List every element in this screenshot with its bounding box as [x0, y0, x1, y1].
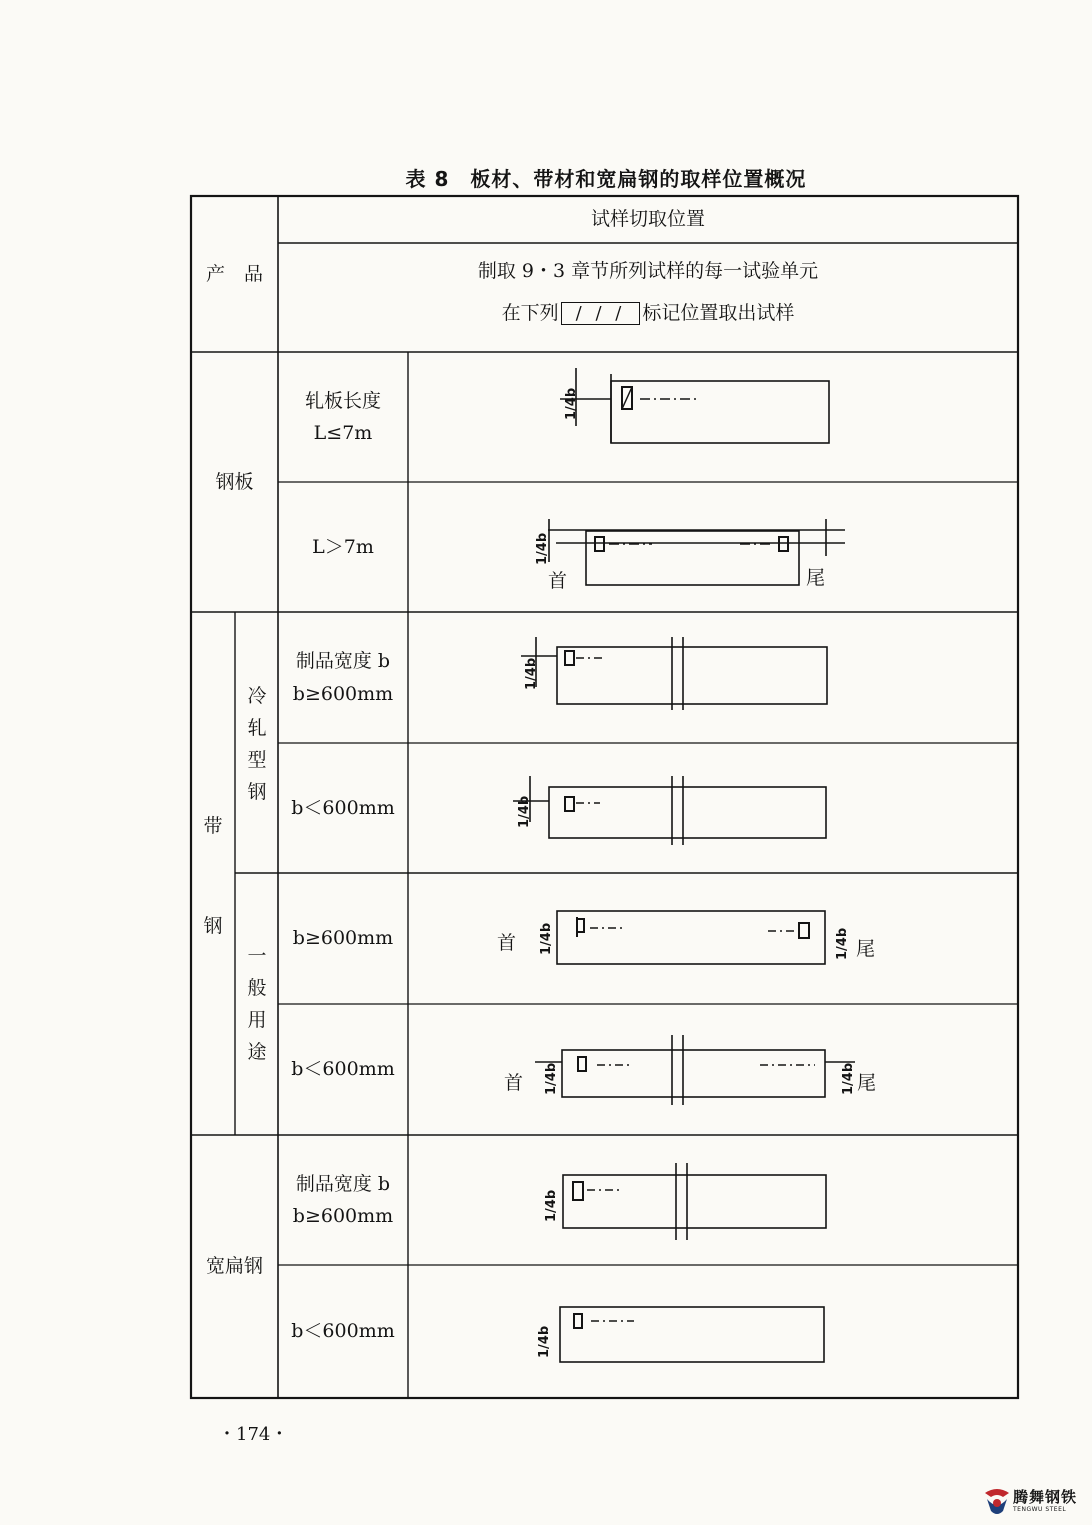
quarter-label-r6-tail: 1/4b — [841, 1062, 856, 1095]
header-desc-pre: 在下列 — [501, 302, 559, 324]
cond-r6: b＜600mm — [291, 1058, 395, 1081]
quarter-label-r8: 1/4b — [537, 1325, 552, 1358]
head-label-r2: 首 — [548, 570, 568, 592]
cond-r7b: b≥600mm — [292, 1205, 394, 1227]
tail-label-r2: 尾 — [806, 567, 826, 589]
cond-r7a: 制品宽度 b — [295, 1172, 391, 1195]
group-steel-plate: 钢板 — [215, 470, 254, 493]
logo-emblem-icon — [983, 1485, 1011, 1519]
cond-r1a: 轧板长度 — [304, 389, 381, 412]
cond-r8: b＜600mm — [291, 1320, 395, 1343]
diagram-r1 — [560, 368, 829, 443]
cond-r1b: L≤7m — [313, 422, 373, 444]
group-wide-flat: 宽扁钢 — [205, 1255, 263, 1278]
table-title: 表 8 板材、带材和宽扁钢的取样位置概况 — [405, 167, 807, 191]
group-strip-char2: 钢 — [203, 915, 223, 937]
group-strip-char1: 带 — [203, 815, 223, 837]
quarter-label-r6-head: 1/4b — [544, 1062, 559, 1095]
header-position: 试样切取位置 — [590, 208, 705, 231]
quarter-label-r1: 1/4b — [564, 387, 579, 420]
page-number: ・174・ — [218, 1424, 289, 1445]
diagram-r3 — [521, 637, 827, 710]
diagram-r7 — [563, 1163, 826, 1240]
tail-label-r6: 尾 — [857, 1072, 877, 1094]
cond-r4: b＜600mm — [291, 796, 395, 819]
quarter-label-r5-tail: 1/4b — [835, 927, 850, 960]
cond-r2: L＞7m — [312, 535, 374, 558]
quarter-label-r2: 1/4b — [535, 532, 550, 565]
head-label-r6: 首 — [504, 1072, 524, 1094]
header-product: 产 品 — [205, 262, 263, 285]
diagram-r6 — [535, 1035, 855, 1105]
diagram-r5 — [557, 911, 825, 964]
logo-english: TENGWU STEEL — [1013, 1506, 1067, 1513]
cond-r3a: 制品宽度 b — [295, 650, 391, 673]
tail-label-r5: 尾 — [856, 938, 876, 960]
group-general-use: 一般用途 — [247, 945, 267, 1063]
diagram-r2 — [548, 519, 845, 585]
cond-r3b: b≥600mm — [292, 682, 394, 705]
header-desc-post: 标记位置取出试样 — [642, 302, 795, 324]
quarter-label-r5-head: 1/4b — [539, 922, 554, 955]
header-desc-box: / / / — [561, 302, 641, 325]
head-label-r5: 首 — [497, 932, 517, 954]
quarter-label-r7: 1/4b — [544, 1189, 559, 1222]
cond-r5: b≥600mm — [292, 927, 394, 950]
diagram-r8 — [560, 1307, 824, 1362]
quarter-label-r4: 1/4b — [517, 795, 532, 828]
header-desc-line1: 制取 9・3 章节所列试样的每一试验单元 — [477, 260, 819, 282]
logo — [983, 1484, 1083, 1520]
group-cold-rolled: 冷轧型钢 — [247, 685, 267, 803]
diagram-r4 — [513, 776, 826, 845]
quarter-label-r3: 1/4b — [524, 657, 539, 690]
logo-name: 腾舞钢铁 — [1013, 1488, 1078, 1506]
